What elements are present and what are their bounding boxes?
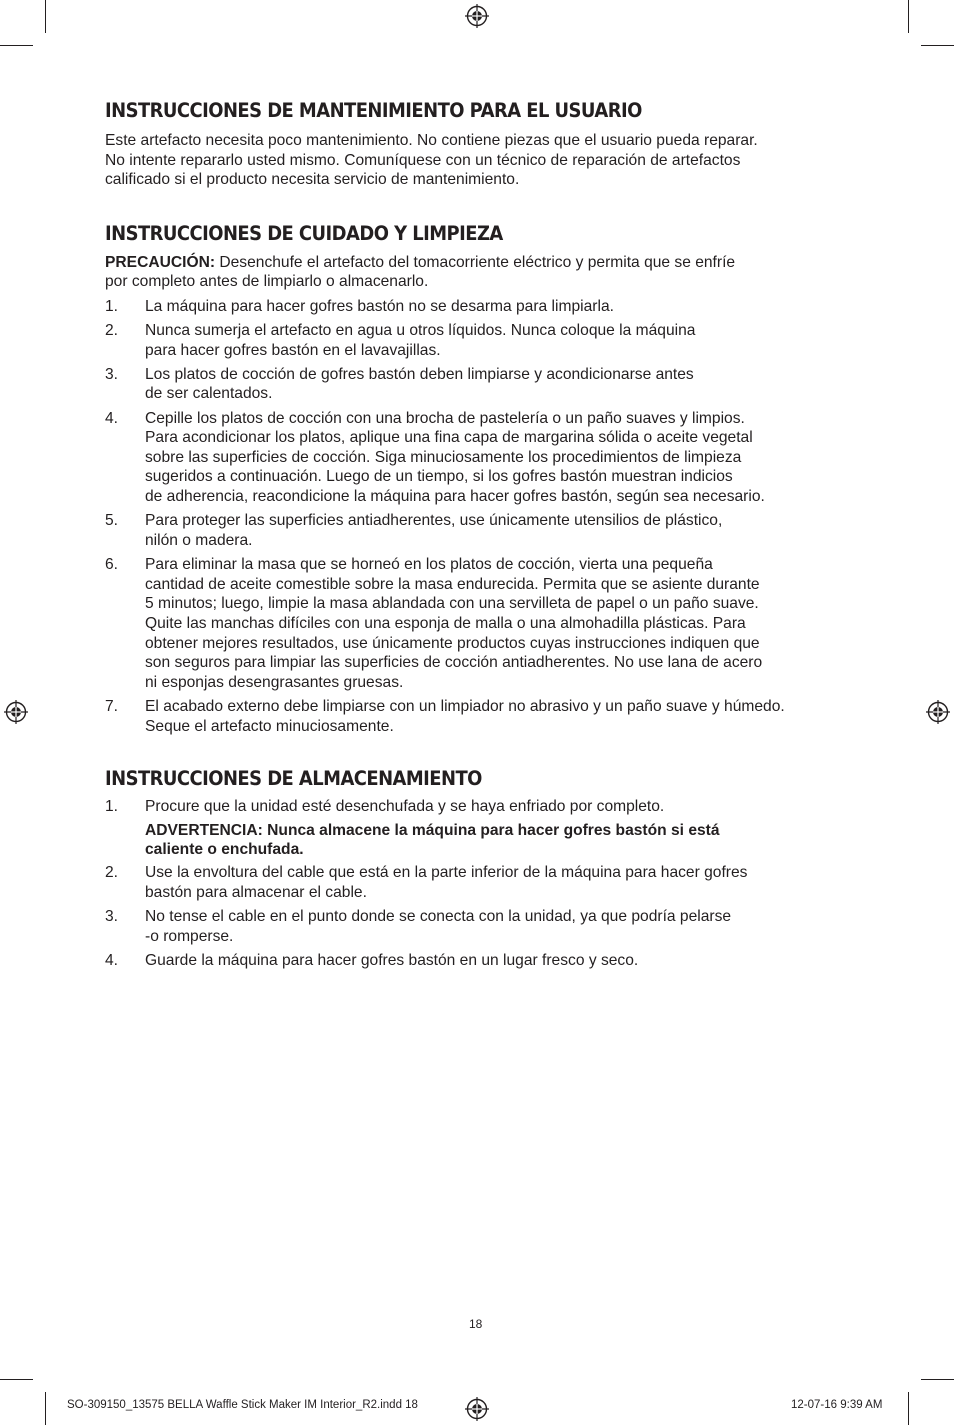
- crop-mark-bottom-left-horizontal: [0, 1379, 33, 1380]
- care-list: [105, 297, 855, 737]
- list-item: [105, 511, 855, 550]
- item-text: bastón para almacenar el cable.: [145, 883, 367, 901]
- registration-mark-icon: [465, 4, 489, 28]
- item-text: Cepille los platos de cocción con una brocha de pastelería o un paño suaves y limpios.: [145, 409, 745, 427]
- item-text: Seque el artefacto minuciosamente.: [145, 717, 394, 735]
- list-item: [105, 409, 855, 507]
- list-item: [105, 951, 855, 971]
- item-number: 1.: [105, 297, 119, 315]
- item-text: son seguros para limpiar las superficies de cocción antiadherentes. No use lana de acero: [145, 654, 763, 672]
- caution-label: PRECAUCIÓN:: [105, 253, 216, 271]
- storage-section: [105, 766, 855, 970]
- crop-mark-top-right-vertical: [908, 0, 909, 33]
- caution-paragraph: [105, 253, 855, 292]
- item-text: cantidad de aceite comestible sobre la masa endurecida. Permita que se asiente durante: [145, 575, 760, 593]
- list-item: [105, 697, 855, 736]
- maintenance-section: [105, 98, 855, 190]
- item-text: ni esponjas desengrasantes gruesas.: [145, 673, 404, 691]
- list-item: [105, 365, 855, 404]
- item-number: 5.: [105, 512, 119, 530]
- item-text: sugeridos a continuación. Luego de un tiempo, si los gofres bastón muestran indicios: [145, 468, 733, 486]
- slug-date: 12-07-16 9:39 AM: [791, 1399, 883, 1411]
- item-number: 7.: [105, 698, 119, 716]
- item-text: de adherencia, reacondicione la máquina para hacer gofres bastón, según sea necesario.: [145, 488, 765, 506]
- crop-mark-bottom-right-vertical: [908, 1392, 909, 1425]
- body-line: Este artefacto necesita poco mantenimiento. No contiene piezas que el usuario pueda reparar.: [105, 132, 758, 149]
- body-line: No intente repararlo usted mismo. Comuníquese con un técnico de reparación de artefactos: [105, 151, 741, 169]
- item-number: 1.: [105, 797, 119, 815]
- body-line: calificado si el producto necesita servicio de mantenimiento.: [105, 171, 520, 189]
- registration-mark-icon: [4, 700, 28, 724]
- item-text: obtener mejores resultados, use únicamente productos cuyas instrucciones indiquen que: [145, 634, 760, 652]
- crop-mark-bottom-left-vertical: [45, 1392, 46, 1425]
- item-number: 3.: [105, 908, 119, 926]
- slug-filename: SO-309150_13575 BELLA Waffle Stick Maker IM Interior_R2.indd 18: [67, 1399, 418, 1411]
- list-item: [105, 907, 855, 946]
- list-item: [105, 321, 855, 360]
- item-text: Use la envoltura del cable que está en la parte inferior de la máquina para hacer gofres: [145, 864, 748, 882]
- storage-list: [105, 797, 855, 971]
- item-text: Para eliminar la masa que se horneó en los platos de cocción, vierta una pequeña: [145, 556, 713, 574]
- warning-text: caliente o enchufada.: [145, 840, 304, 858]
- registration-mark-icon: [926, 700, 950, 724]
- crop-mark-top-left-vertical: [45, 0, 46, 33]
- caution-text: por completo antes de limpiarlo o almacenarlo.: [105, 273, 429, 291]
- item-text: Quite las manchas difíciles con una esponja de malla o una almohadilla plásticas. Para: [145, 615, 746, 632]
- list-item: [105, 555, 855, 692]
- storage-warning: [145, 821, 855, 859]
- item-number: 4.: [105, 951, 119, 969]
- item-text: Nunca sumerja el artefacto en agua u otros líquidos. Nunca coloque la máquina: [145, 321, 696, 339]
- page-content: [105, 98, 855, 971]
- crop-mark-bottom-right-horizontal: [921, 1379, 954, 1380]
- list-item: [105, 863, 855, 902]
- item-text: -o romperse.: [145, 927, 234, 945]
- item-text: Los platos de cocción de gofres bastón deben limpiarse y acondicionarse antes: [145, 365, 694, 383]
- item-number: 4.: [105, 409, 119, 427]
- item-text: de ser calentados.: [145, 385, 273, 403]
- maintenance-heading: INSTRUCCIONES DE MANTENIMIENTO PARA EL USUARIO: [105, 99, 642, 122]
- registration-mark-icon: [465, 1397, 489, 1421]
- item-number: 3.: [105, 365, 119, 383]
- item-text: nilón o madera.: [145, 531, 253, 549]
- page-number: 18: [469, 1317, 483, 1331]
- item-text: Para acondicionar los platos, aplique una fina capa de margarina sólida o aceite vegetal: [145, 429, 753, 447]
- item-number: 6.: [105, 556, 119, 574]
- item-text: 5 minutos; luego, limpie la masa ablandada con una servilleta de papel o un paño suave.: [145, 595, 759, 613]
- storage-heading: INSTRUCCIONES DE ALMACENAMIENTO: [105, 767, 482, 791]
- maintenance-body: [105, 131, 855, 190]
- item-number: 2.: [105, 864, 119, 882]
- crop-mark-top-left-horizontal: [0, 45, 33, 46]
- crop-mark-top-right-horizontal: [921, 45, 954, 46]
- item-text: La máquina para hacer gofres bastón no se desarma para limpiarla.: [145, 297, 614, 315]
- care-heading: INSTRUCCIONES DE CUIDADO Y LIMPIEZA: [105, 221, 503, 245]
- item-number: 2.: [105, 321, 119, 339]
- list-item: [105, 297, 855, 317]
- item-text: Para proteger las superficies antiadherentes, use únicamente utensilios de plástico,: [145, 512, 723, 530]
- list-item: [105, 797, 855, 859]
- item-text: No tense el cable en el punto donde se conecta con la unidad, ya que podría pelarse: [145, 908, 732, 926]
- care-section: [105, 221, 855, 736]
- caution-text: Desenchufe el artefacto del tomacorriente eléctrico y permita que se enfríe: [215, 253, 736, 271]
- item-text: para hacer gofres bastón en el lavavajillas.: [145, 341, 441, 359]
- item-text: Guarde la máquina para hacer gofres bastón en un lugar fresco y seco.: [145, 951, 639, 969]
- warning-text: ADVERTENCIA: Nunca almacene la máquina para hacer gofres bastón si está: [145, 821, 720, 839]
- item-text: sobre las superficies de cocción. Siga minuciosamente los procedimientos de limpieza: [145, 448, 742, 466]
- item-text: Procure que la unidad esté desenchufada y se haya enfriado por completo.: [145, 797, 665, 815]
- item-text: El acabado externo debe limpiarse con un limpiador no abrasivo y un paño suave y húmedo.: [145, 698, 785, 716]
